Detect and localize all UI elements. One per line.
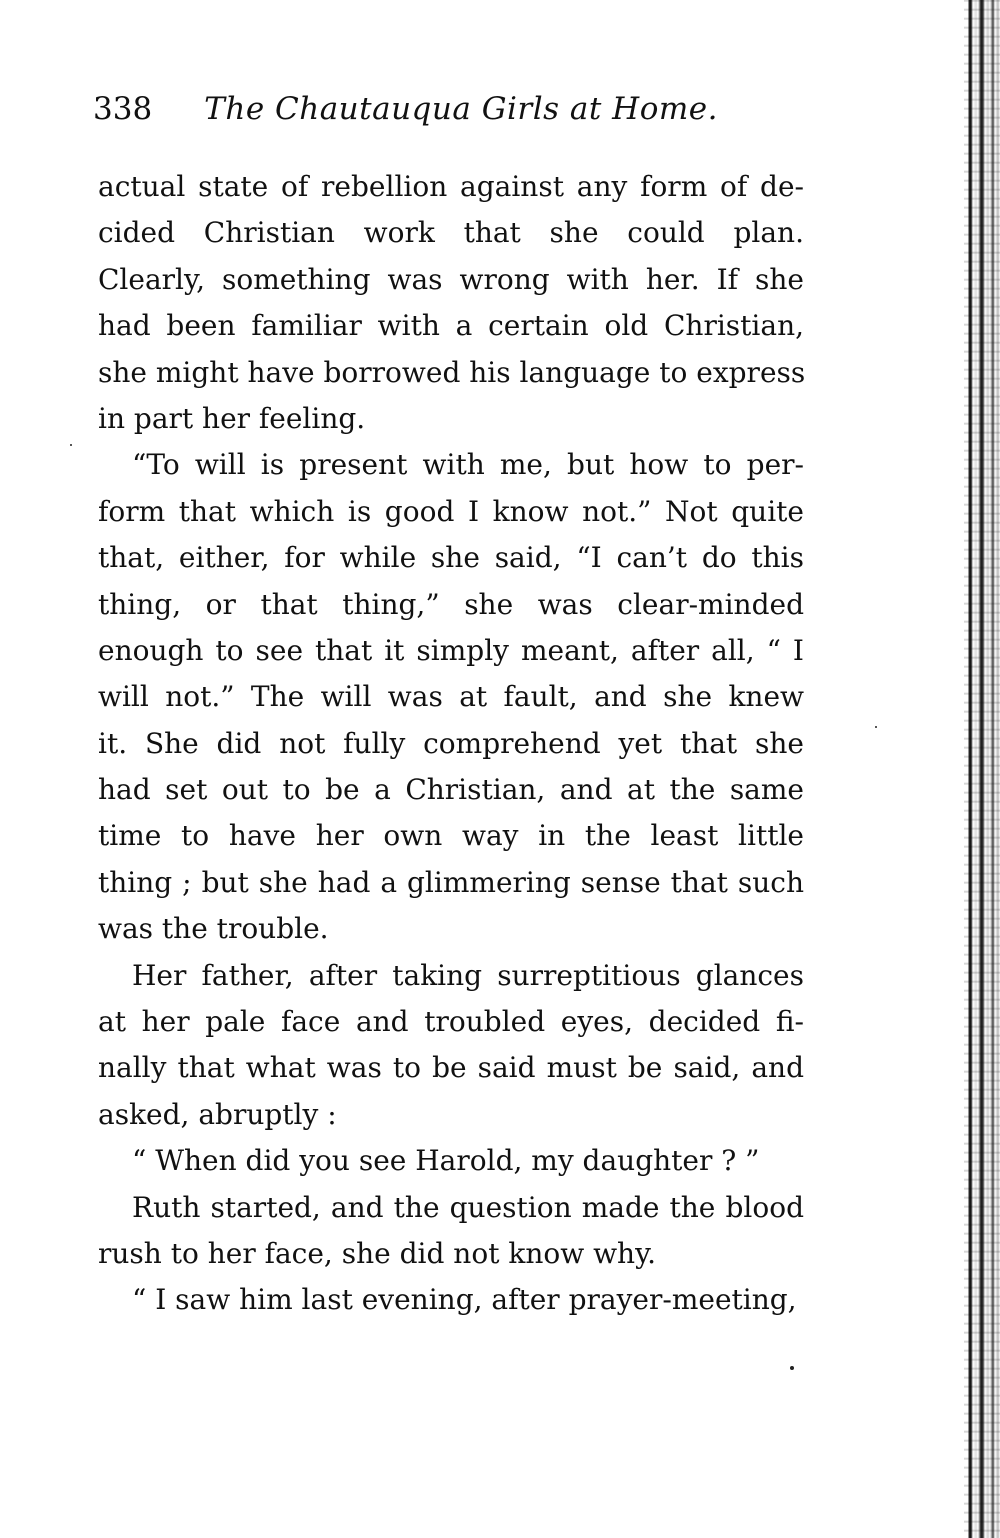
text-line: that, either, for while she said, “I can’t do this — [98, 541, 804, 575]
text-line: in part her feeling. — [98, 401, 366, 435]
page-number: 338 — [93, 91, 153, 127]
text-line: had set out to be a Christian, and at the same — [98, 773, 804, 807]
text-line: asked, abruptly : — [98, 1097, 337, 1131]
scan-speck — [70, 444, 72, 446]
text-line: rush to her face, she did not know why. — [98, 1236, 657, 1270]
text-line: enough to see that it simply meant, after all, “ I — [98, 633, 804, 667]
text-line: was the trouble. — [98, 912, 329, 946]
text-line: at her pale face and troubled eyes, decided fi- — [98, 1005, 804, 1039]
text-line: actual state of rebellion against any form of de- — [98, 170, 804, 203]
binding-texture — [964, 0, 1000, 1538]
body-text — [98, 164, 804, 1324]
text-line: Clearly, something was wrong with her. If she — [98, 262, 804, 296]
text-line: nally that what was to be said must be said, and — [98, 1051, 804, 1085]
text-line: “ When did you see Harold, my daughter ? ” — [132, 1144, 760, 1178]
text-line: time to have her own way in the least little — [98, 819, 804, 853]
text-line: had been familiar with a certain old Christian, — [98, 309, 804, 343]
text-line: cided Christian work that she could plan. — [98, 216, 804, 250]
text-line: thing ; but she had a glimmering sense that such — [98, 865, 804, 899]
scan-speck — [790, 1366, 794, 1370]
text-line: Ruth started, and the question made the blood — [132, 1190, 804, 1224]
text-line: it. She did not fully comprehend yet that she — [98, 726, 804, 760]
text-line: “ I saw him last evening, after prayer-meeting, — [132, 1283, 797, 1317]
text-line: Her father, after taking surreptitious glances — [132, 958, 804, 992]
text-line: thing, or that thing,” she was clear-minded — [98, 587, 804, 621]
text-line: “To will is present with me, but how to per- — [132, 448, 804, 482]
scan-speck — [875, 726, 877, 728]
text-line: she might have borrowed his language to express — [98, 355, 806, 389]
book-title: The Chautauqua Girls at Home. — [204, 91, 718, 127]
running-head — [93, 84, 803, 134]
text-line: form that which is good I know not.” Not quite — [98, 494, 804, 528]
text-line: will not.” The will was at fault, and she knew — [98, 680, 804, 714]
